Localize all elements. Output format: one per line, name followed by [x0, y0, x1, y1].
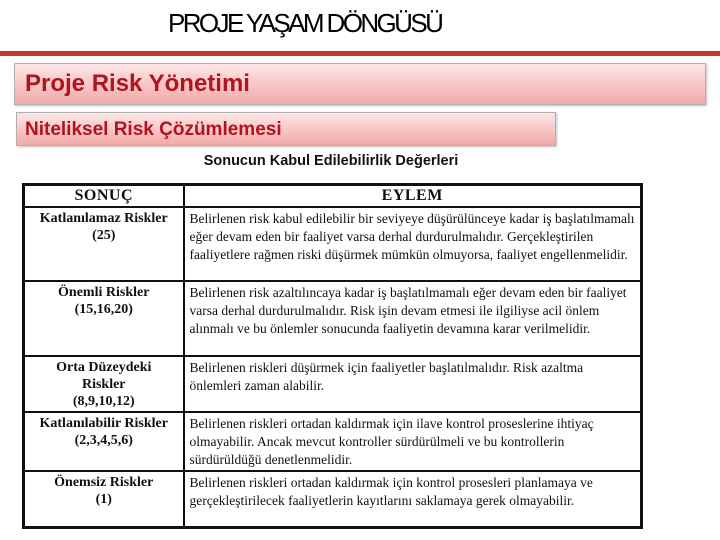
table-row	[24, 207, 642, 282]
table-header-row	[24, 185, 642, 207]
risk-score-range: (2,3,4,5,6)	[74, 433, 133, 448]
risk-level-name: Katlanılamaz Riskler	[39, 210, 168, 226]
risk-score-range: (1)	[95, 492, 112, 508]
risk-level-name: Önemli Riskler	[58, 285, 150, 301]
risk-level-cell	[24, 471, 184, 527]
risk-level-cell	[24, 281, 184, 356]
action-cell: Belirlenen riskleri düşürmek için faaliyetler başlatılmalıdır. Risk azaltma önlemleri zaman alabilir.	[184, 356, 642, 412]
risk-level-name: Katlanılabilir Riskler	[39, 416, 168, 431]
risk-level-name: Orta Düzeydeki Riskler	[56, 359, 152, 392]
action-cell: Belirlenen riskleri ortadan kaldırmak için ilave kontrol proseslerine ihtiyaç olmayabilir. Ancak mevcut kontroller sürdürülmeli ve bu kontrollerin sürdürüldüğü denetlenmelidir.	[184, 412, 642, 471]
risk-level-cell	[24, 356, 184, 412]
column-header-result: SONUÇ	[24, 185, 184, 207]
section-banner: Proje Risk Yönetimi	[14, 63, 706, 105]
table-row	[24, 356, 642, 412]
risk-level-name: Önemsiz Riskler	[54, 475, 154, 491]
table-row	[24, 471, 642, 527]
action-cell: Belirlenen risk kabul edilebilir bir seviyeye düşürülünceye kadar iş başlatılmamalı eğer devam eden bir faaliyet varsa derhal durdurulmalıdır. Gerçekleştirilen faaliyetlere rağmen riski düşürmek mümkün olmuyorsa, faaliyet engellenmelidir.	[184, 207, 642, 282]
title-divider	[0, 51, 720, 56]
table-caption: Sonucun Kabul Edilebilirlik Değerleri	[203, 153, 459, 169]
risk-score-range: (25)	[92, 227, 116, 243]
risk-score-range: (8,9,10,12)	[72, 393, 135, 409]
slide-title: PROJE YAŞAM DÖNGÜSÜ	[168, 8, 442, 38]
table-row	[24, 281, 642, 356]
action-cell: Belirlenen riskleri ortadan kaldırmak için kontrol prosesleri planlamaya ve gerçekleştirilecek faaliyetlerin kayıtlarını saklamaya gerek olmayabilir.	[184, 471, 642, 527]
table-row	[24, 412, 642, 471]
column-header-action: EYLEM	[184, 185, 642, 207]
risk-level-cell	[24, 412, 184, 471]
risk-acceptability-table	[22, 183, 643, 529]
subsection-banner: Niteliksel Risk Çözümlemesi	[16, 112, 556, 146]
risk-score-range: (15,16,20)	[74, 302, 133, 318]
action-cell: Belirlenen risk azaltılıncaya kadar iş başlatılmamalı eğer devam eden bir faaliyet varsa derhal durdurulmalıdır. Risk işin devam etmesi ile ilgiliyse acil önlem alınmalı ve bu önlemler sonucunda faaliyetin devamına karar verilmelidir.	[184, 281, 642, 356]
risk-level-cell	[24, 207, 184, 282]
